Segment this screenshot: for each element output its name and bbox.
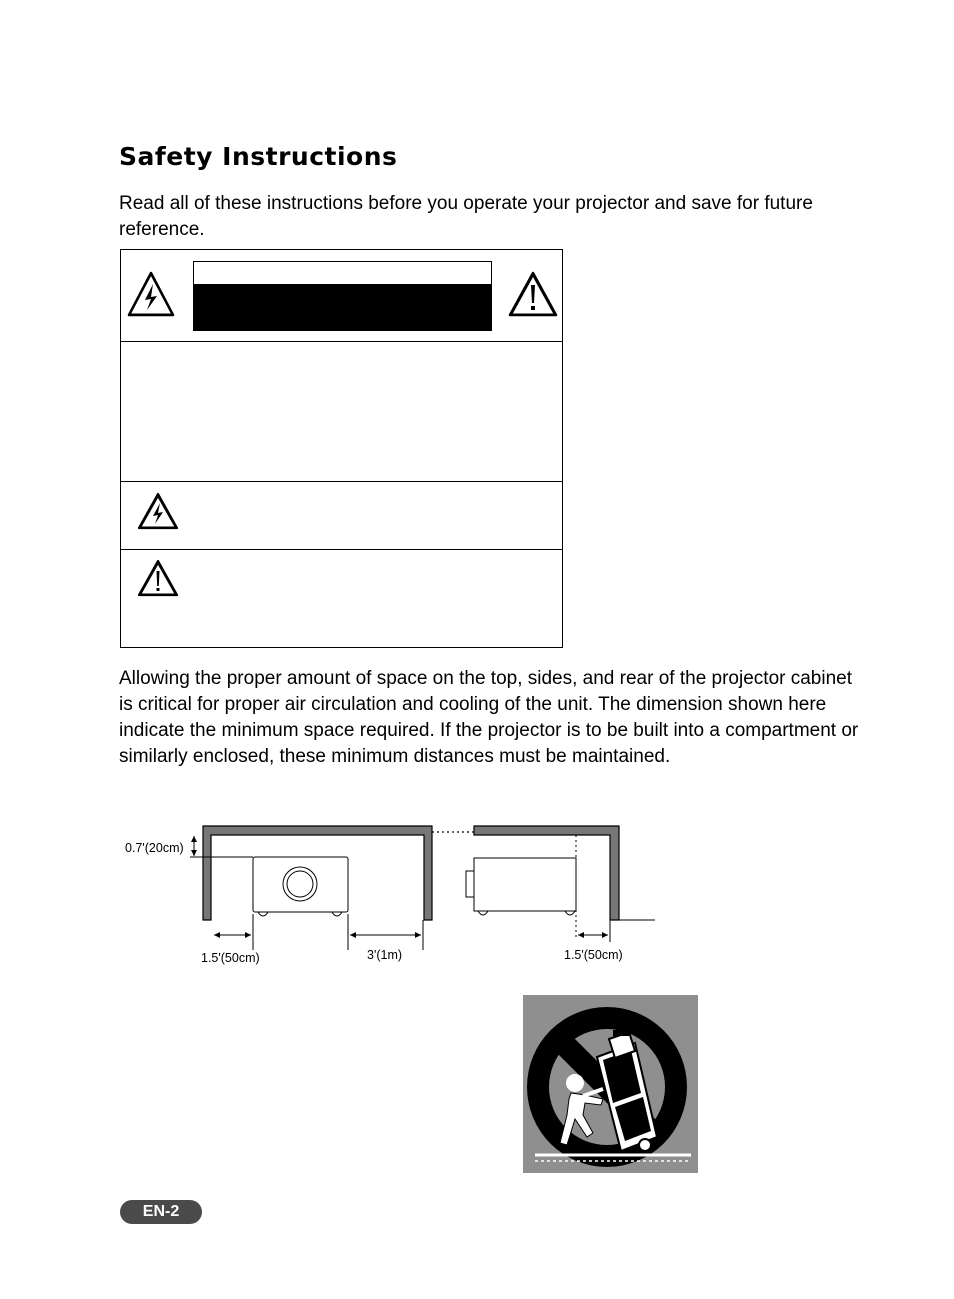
no-cart-tipping-icon: [523, 995, 698, 1173]
top-clearance-label: 0.7'(20cm): [125, 841, 184, 855]
clearance-diagram: [110, 810, 670, 980]
exclamation-triangle-icon: [507, 270, 559, 318]
lightning-triangle-icon: [126, 270, 176, 318]
warning-divider: [121, 341, 562, 342]
warning-divider: [121, 481, 562, 482]
front-clearance-label: 3'(1m): [367, 948, 403, 962]
lightning-triangle-icon: [136, 491, 180, 531]
warning-box: [120, 249, 563, 648]
rear-clearance-label: 1.5'(50cm): [564, 948, 623, 962]
exclamation-triangle-icon: [136, 558, 180, 598]
caution-label: [193, 261, 492, 331]
ventilation-paragraph: Allowing the proper amount of space on the top, sides, and rear of the projector cabinet is critical for proper air circulation and cooling of the unit. The dimension shown here indicate the minimum space required. If the projector is to be built into a compartment or similarly enclosed, these minimum distances must be maintained.: [119, 668, 859, 767]
page-number-badge: EN-2: [120, 1200, 202, 1224]
warning-divider: [121, 549, 562, 550]
intro-paragraph: Read all of these instructions before you operate your projector and save for future reference.: [119, 193, 813, 240]
left-clearance-label: 1.5'(50cm): [201, 951, 260, 965]
page-title: Safety Instructions: [119, 142, 398, 171]
